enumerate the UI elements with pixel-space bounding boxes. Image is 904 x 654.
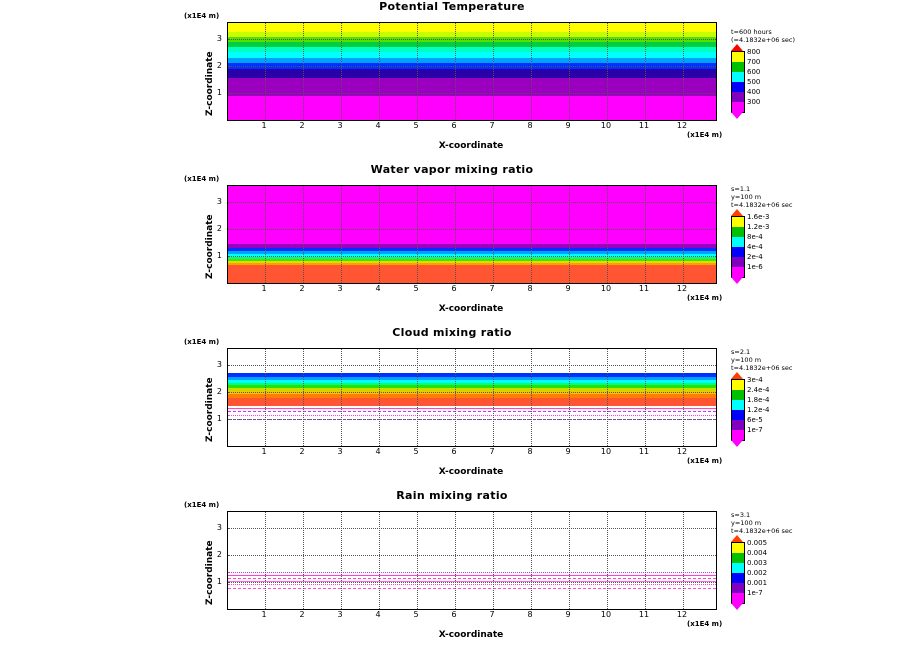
gridline-v xyxy=(379,23,380,120)
gridline-v xyxy=(379,186,380,283)
contour-fill xyxy=(228,186,716,283)
x-axis-label: X-coordinate xyxy=(438,630,504,640)
contour-band xyxy=(228,398,716,406)
y-tick: 3 xyxy=(216,34,222,43)
annotation-line-1: t=600 hours xyxy=(731,28,772,36)
y-axis-label: Z-coordinate xyxy=(205,540,215,605)
colorbar-label: 0.003 xyxy=(747,559,768,567)
colorbar-label: 0.005 xyxy=(747,539,768,547)
plot-area xyxy=(227,348,717,447)
gridline-v xyxy=(341,349,342,446)
colorbar-under-arrow xyxy=(731,440,743,447)
colorbar xyxy=(731,216,745,278)
plot-area xyxy=(227,22,717,121)
gridline-v xyxy=(607,186,608,283)
y-axis-label: Z-coordinate xyxy=(205,51,215,116)
contour-fill xyxy=(228,23,716,120)
gridline-v xyxy=(265,186,266,283)
gridline-h xyxy=(228,528,716,529)
x-tick: 12 xyxy=(676,610,688,619)
y-unit-label: (x1E4 m) xyxy=(184,501,220,509)
contour-line xyxy=(228,584,716,586)
x-tick: 6 xyxy=(451,447,457,456)
gridline-h xyxy=(228,582,716,583)
x-tick: 5 xyxy=(413,121,419,130)
colorbar-label: 0.002 xyxy=(747,569,768,577)
gridline-v xyxy=(417,512,418,609)
gridline-v xyxy=(569,349,570,446)
y-tick: 2 xyxy=(216,224,222,233)
gridline-v xyxy=(531,349,532,446)
contour-band xyxy=(228,69,716,78)
colorbar-label: 1e-7 xyxy=(747,589,763,597)
gridline-h xyxy=(228,202,716,203)
y-tick: 2 xyxy=(216,550,222,559)
gridline-v xyxy=(569,512,570,609)
colorbar-segment xyxy=(732,227,744,237)
x-tick: 5 xyxy=(413,610,419,619)
colorbar-segment xyxy=(732,52,744,62)
gridline-v xyxy=(645,349,646,446)
colorbar-segment xyxy=(732,267,744,277)
x-tick: 7 xyxy=(489,284,495,293)
gridline-v xyxy=(531,512,532,609)
colorbar-over-arrow xyxy=(731,44,743,51)
colorbar-segment xyxy=(732,573,744,583)
colorbar-segment xyxy=(732,380,744,390)
colorbar-label: 1e-6 xyxy=(747,263,763,271)
annotation-line-2: y=100 m xyxy=(731,519,762,527)
colorbar-segment xyxy=(732,247,744,257)
gridline-v xyxy=(531,23,532,120)
panel-potential-temperature xyxy=(0,0,904,162)
x-tick: 1 xyxy=(261,284,267,293)
annotation-line-3: t=4.1832e+06 sec xyxy=(731,364,793,372)
contour-band xyxy=(228,349,716,373)
gridline-v xyxy=(341,186,342,283)
colorbar-over-arrow xyxy=(731,209,743,216)
annotation-line-3: t=4.1832e+06 sec xyxy=(731,201,793,209)
x-tick: 6 xyxy=(451,610,457,619)
colorbar-segment xyxy=(732,257,744,267)
contour-line xyxy=(228,572,716,574)
contour-line xyxy=(228,578,716,580)
colorbar-segment xyxy=(732,390,744,400)
y-unit-label: (x1E4 m) xyxy=(184,175,220,183)
gridline-v xyxy=(303,512,304,609)
x-tick: 7 xyxy=(489,121,495,130)
x-tick: 11 xyxy=(638,284,650,293)
x-tick: 11 xyxy=(638,447,650,456)
x-tick: 4 xyxy=(375,121,381,130)
gridline-v xyxy=(417,349,418,446)
colorbar-label: 3e-4 xyxy=(747,376,763,384)
colorbar-label: 0.004 xyxy=(747,549,768,557)
x-tick: 8 xyxy=(527,284,533,293)
x-tick: 11 xyxy=(638,610,650,619)
x-tick: 6 xyxy=(451,284,457,293)
y-tick: 1 xyxy=(216,414,222,423)
colorbar-segment xyxy=(732,553,744,563)
y-tick: 2 xyxy=(216,387,222,396)
y-tick: 3 xyxy=(216,197,222,206)
x-tick: 4 xyxy=(375,284,381,293)
x-unit-label: (x1E4 m) xyxy=(687,294,723,302)
y-tick: 1 xyxy=(216,577,222,586)
colorbar-over-arrow xyxy=(731,535,743,542)
x-tick: 7 xyxy=(489,447,495,456)
gridline-v xyxy=(645,512,646,609)
x-tick: 5 xyxy=(413,284,419,293)
colorbar-segment xyxy=(732,92,744,102)
x-unit-label: (x1E4 m) xyxy=(687,620,723,628)
panel-water-vapor-mixing-ratio xyxy=(0,163,904,326)
colorbar-segment xyxy=(732,62,744,72)
gridline-v xyxy=(455,512,456,609)
gridline-v xyxy=(493,349,494,446)
x-tick: 9 xyxy=(565,447,571,456)
gridline-v xyxy=(265,349,266,446)
y-unit-label: (x1E4 m) xyxy=(184,12,220,20)
annotation-line-1: s=3.1 xyxy=(731,511,751,519)
gridline-v xyxy=(493,186,494,283)
colorbar-segment xyxy=(732,400,744,410)
gridline-v xyxy=(683,512,684,609)
x-tick: 3 xyxy=(337,121,343,130)
colorbar-label: 2.4e-4 xyxy=(747,386,770,394)
y-unit-label: (x1E4 m) xyxy=(184,338,220,346)
gridline-v xyxy=(265,23,266,120)
gridline-v xyxy=(303,23,304,120)
x-tick: 1 xyxy=(261,610,267,619)
x-tick: 8 xyxy=(527,610,533,619)
contour-band xyxy=(228,512,716,609)
x-tick: 12 xyxy=(676,447,688,456)
x-axis-label: X-coordinate xyxy=(438,304,504,314)
colorbar-label: 6e-5 xyxy=(747,416,763,424)
gridline-v xyxy=(417,186,418,283)
x-tick: 9 xyxy=(565,121,571,130)
x-tick: 3 xyxy=(337,284,343,293)
colorbar-label: 800 xyxy=(747,48,761,56)
colorbar-segment xyxy=(732,430,744,440)
gridline-h xyxy=(228,365,716,366)
gridline-v xyxy=(379,349,380,446)
gridline-v xyxy=(683,23,684,120)
gridline-v xyxy=(341,23,342,120)
chart-title: Cloud mixing ratio xyxy=(392,326,512,339)
gridline-h xyxy=(228,256,716,257)
x-unit-label: (x1E4 m) xyxy=(687,131,723,139)
colorbar xyxy=(731,542,745,604)
colorbar-label: 1.2e-3 xyxy=(747,223,770,231)
gridline-v xyxy=(493,512,494,609)
gridline-v xyxy=(645,23,646,120)
gridline-v xyxy=(645,186,646,283)
colorbar-segment xyxy=(732,72,744,82)
x-tick: 2 xyxy=(299,447,305,456)
colorbar xyxy=(731,379,745,441)
contour-line xyxy=(228,588,716,590)
gridline-v xyxy=(455,349,456,446)
colorbar-label: 600 xyxy=(747,68,761,76)
colorbar-segment xyxy=(732,543,744,553)
y-axis-label: Z-coordinate xyxy=(205,377,215,442)
contour-band xyxy=(228,186,716,244)
contour-line xyxy=(228,411,716,413)
x-tick: 2 xyxy=(299,610,305,619)
gridline-v xyxy=(379,512,380,609)
x-tick: 2 xyxy=(299,284,305,293)
annotation-line-2: y=100 m xyxy=(731,193,762,201)
colorbar-label: 1.2e-4 xyxy=(747,406,770,414)
colorbar-label: 500 xyxy=(747,78,761,86)
plot-area xyxy=(227,185,717,284)
y-tick: 1 xyxy=(216,251,222,260)
panel-cloud-mixing-ratio xyxy=(0,326,904,489)
contour-fill xyxy=(228,512,716,609)
gridline-v xyxy=(455,23,456,120)
x-axis-label: X-coordinate xyxy=(438,141,504,151)
colorbar-label: 8e-4 xyxy=(747,233,763,241)
y-tick: 3 xyxy=(216,360,222,369)
y-tick: 1 xyxy=(216,88,222,97)
x-tick: 1 xyxy=(261,121,267,130)
gridline-h xyxy=(228,419,716,420)
x-tick: 5 xyxy=(413,447,419,456)
x-tick: 10 xyxy=(600,610,612,619)
x-tick: 6 xyxy=(451,121,457,130)
annotation-line-3: t=4.1832e+06 sec xyxy=(731,527,793,535)
x-tick: 7 xyxy=(489,610,495,619)
gridline-v xyxy=(607,23,608,120)
annotation-line-2: y=100 m xyxy=(731,356,762,364)
colorbar xyxy=(731,51,745,113)
contour-line xyxy=(228,408,716,410)
colorbar-under-arrow xyxy=(731,112,743,119)
y-tick: 3 xyxy=(216,523,222,532)
gridline-v xyxy=(493,23,494,120)
colorbar-segment xyxy=(732,593,744,603)
gridline-v xyxy=(265,512,266,609)
contour-band xyxy=(228,96,716,120)
colorbar-label: 2e-4 xyxy=(747,253,763,261)
gridline-h xyxy=(228,555,716,556)
gridline-h xyxy=(228,39,716,40)
colorbar-segment xyxy=(732,82,744,92)
x-tick: 9 xyxy=(565,610,571,619)
gridline-v xyxy=(683,349,684,446)
x-axis-label: X-coordinate xyxy=(438,467,504,477)
contour-fill xyxy=(228,349,716,446)
gridline-v xyxy=(341,512,342,609)
gridline-v xyxy=(683,186,684,283)
y-tick: 2 xyxy=(216,61,222,70)
x-tick: 3 xyxy=(337,447,343,456)
gridline-v xyxy=(607,349,608,446)
colorbar-segment xyxy=(732,237,744,247)
colorbar-segment xyxy=(732,563,744,573)
contour-line xyxy=(228,575,716,577)
chart-title: Water vapor mixing ratio xyxy=(370,163,534,176)
x-tick: 8 xyxy=(527,447,533,456)
gridline-v xyxy=(607,512,608,609)
colorbar-segment xyxy=(732,410,744,420)
annotation-line-2: (=4.1832e+06 sec) xyxy=(731,36,796,44)
x-tick: 12 xyxy=(676,121,688,130)
gridline-v xyxy=(569,186,570,283)
gridline-v xyxy=(569,23,570,120)
colorbar-label: 1.8e-4 xyxy=(747,396,770,404)
colorbar-segment xyxy=(732,583,744,593)
colorbar-label: 1.6e-3 xyxy=(747,213,770,221)
gridline-h xyxy=(228,66,716,67)
annotation-line-1: s=1.1 xyxy=(731,185,751,193)
gridline-v xyxy=(531,186,532,283)
x-tick: 4 xyxy=(375,447,381,456)
gridline-h xyxy=(228,229,716,230)
colorbar-label: 0.001 xyxy=(747,579,768,587)
chart-title: Rain mixing ratio xyxy=(396,489,508,502)
colorbar-under-arrow xyxy=(731,277,743,284)
contour-band xyxy=(228,23,716,32)
gridline-v xyxy=(303,349,304,446)
gridline-v xyxy=(417,23,418,120)
contour-line xyxy=(228,415,716,417)
colorbar-label: 300 xyxy=(747,98,761,106)
x-tick: 4 xyxy=(375,610,381,619)
x-tick: 2 xyxy=(299,121,305,130)
gridline-v xyxy=(303,186,304,283)
chart-title: Potential Temperature xyxy=(379,0,525,13)
x-tick: 10 xyxy=(600,447,612,456)
colorbar-label: 400 xyxy=(747,88,761,96)
x-tick: 10 xyxy=(600,284,612,293)
contour-band xyxy=(228,265,716,283)
x-tick: 1 xyxy=(261,447,267,456)
colorbar-segment xyxy=(732,217,744,227)
colorbar-under-arrow xyxy=(731,603,743,610)
x-tick: 9 xyxy=(565,284,571,293)
x-unit-label: (x1E4 m) xyxy=(687,457,723,465)
colorbar-label: 4e-4 xyxy=(747,243,763,251)
y-axis-label: Z-coordinate xyxy=(205,214,215,279)
x-tick: 12 xyxy=(676,284,688,293)
colorbar-over-arrow xyxy=(731,372,743,379)
colorbar-segment xyxy=(732,102,744,112)
x-tick: 11 xyxy=(638,121,650,130)
colorbar-label: 700 xyxy=(747,58,761,66)
x-tick: 3 xyxy=(337,610,343,619)
gridline-h xyxy=(228,392,716,393)
gridline-v xyxy=(455,186,456,283)
annotation-line-1: s=2.1 xyxy=(731,348,751,356)
gridline-h xyxy=(228,93,716,94)
panel-rain-mixing-ratio xyxy=(0,489,904,654)
colorbar-label: 1e-7 xyxy=(747,426,763,434)
colorbar-segment xyxy=(732,420,744,430)
x-tick: 8 xyxy=(527,121,533,130)
plot-area xyxy=(227,511,717,610)
x-tick: 10 xyxy=(600,121,612,130)
